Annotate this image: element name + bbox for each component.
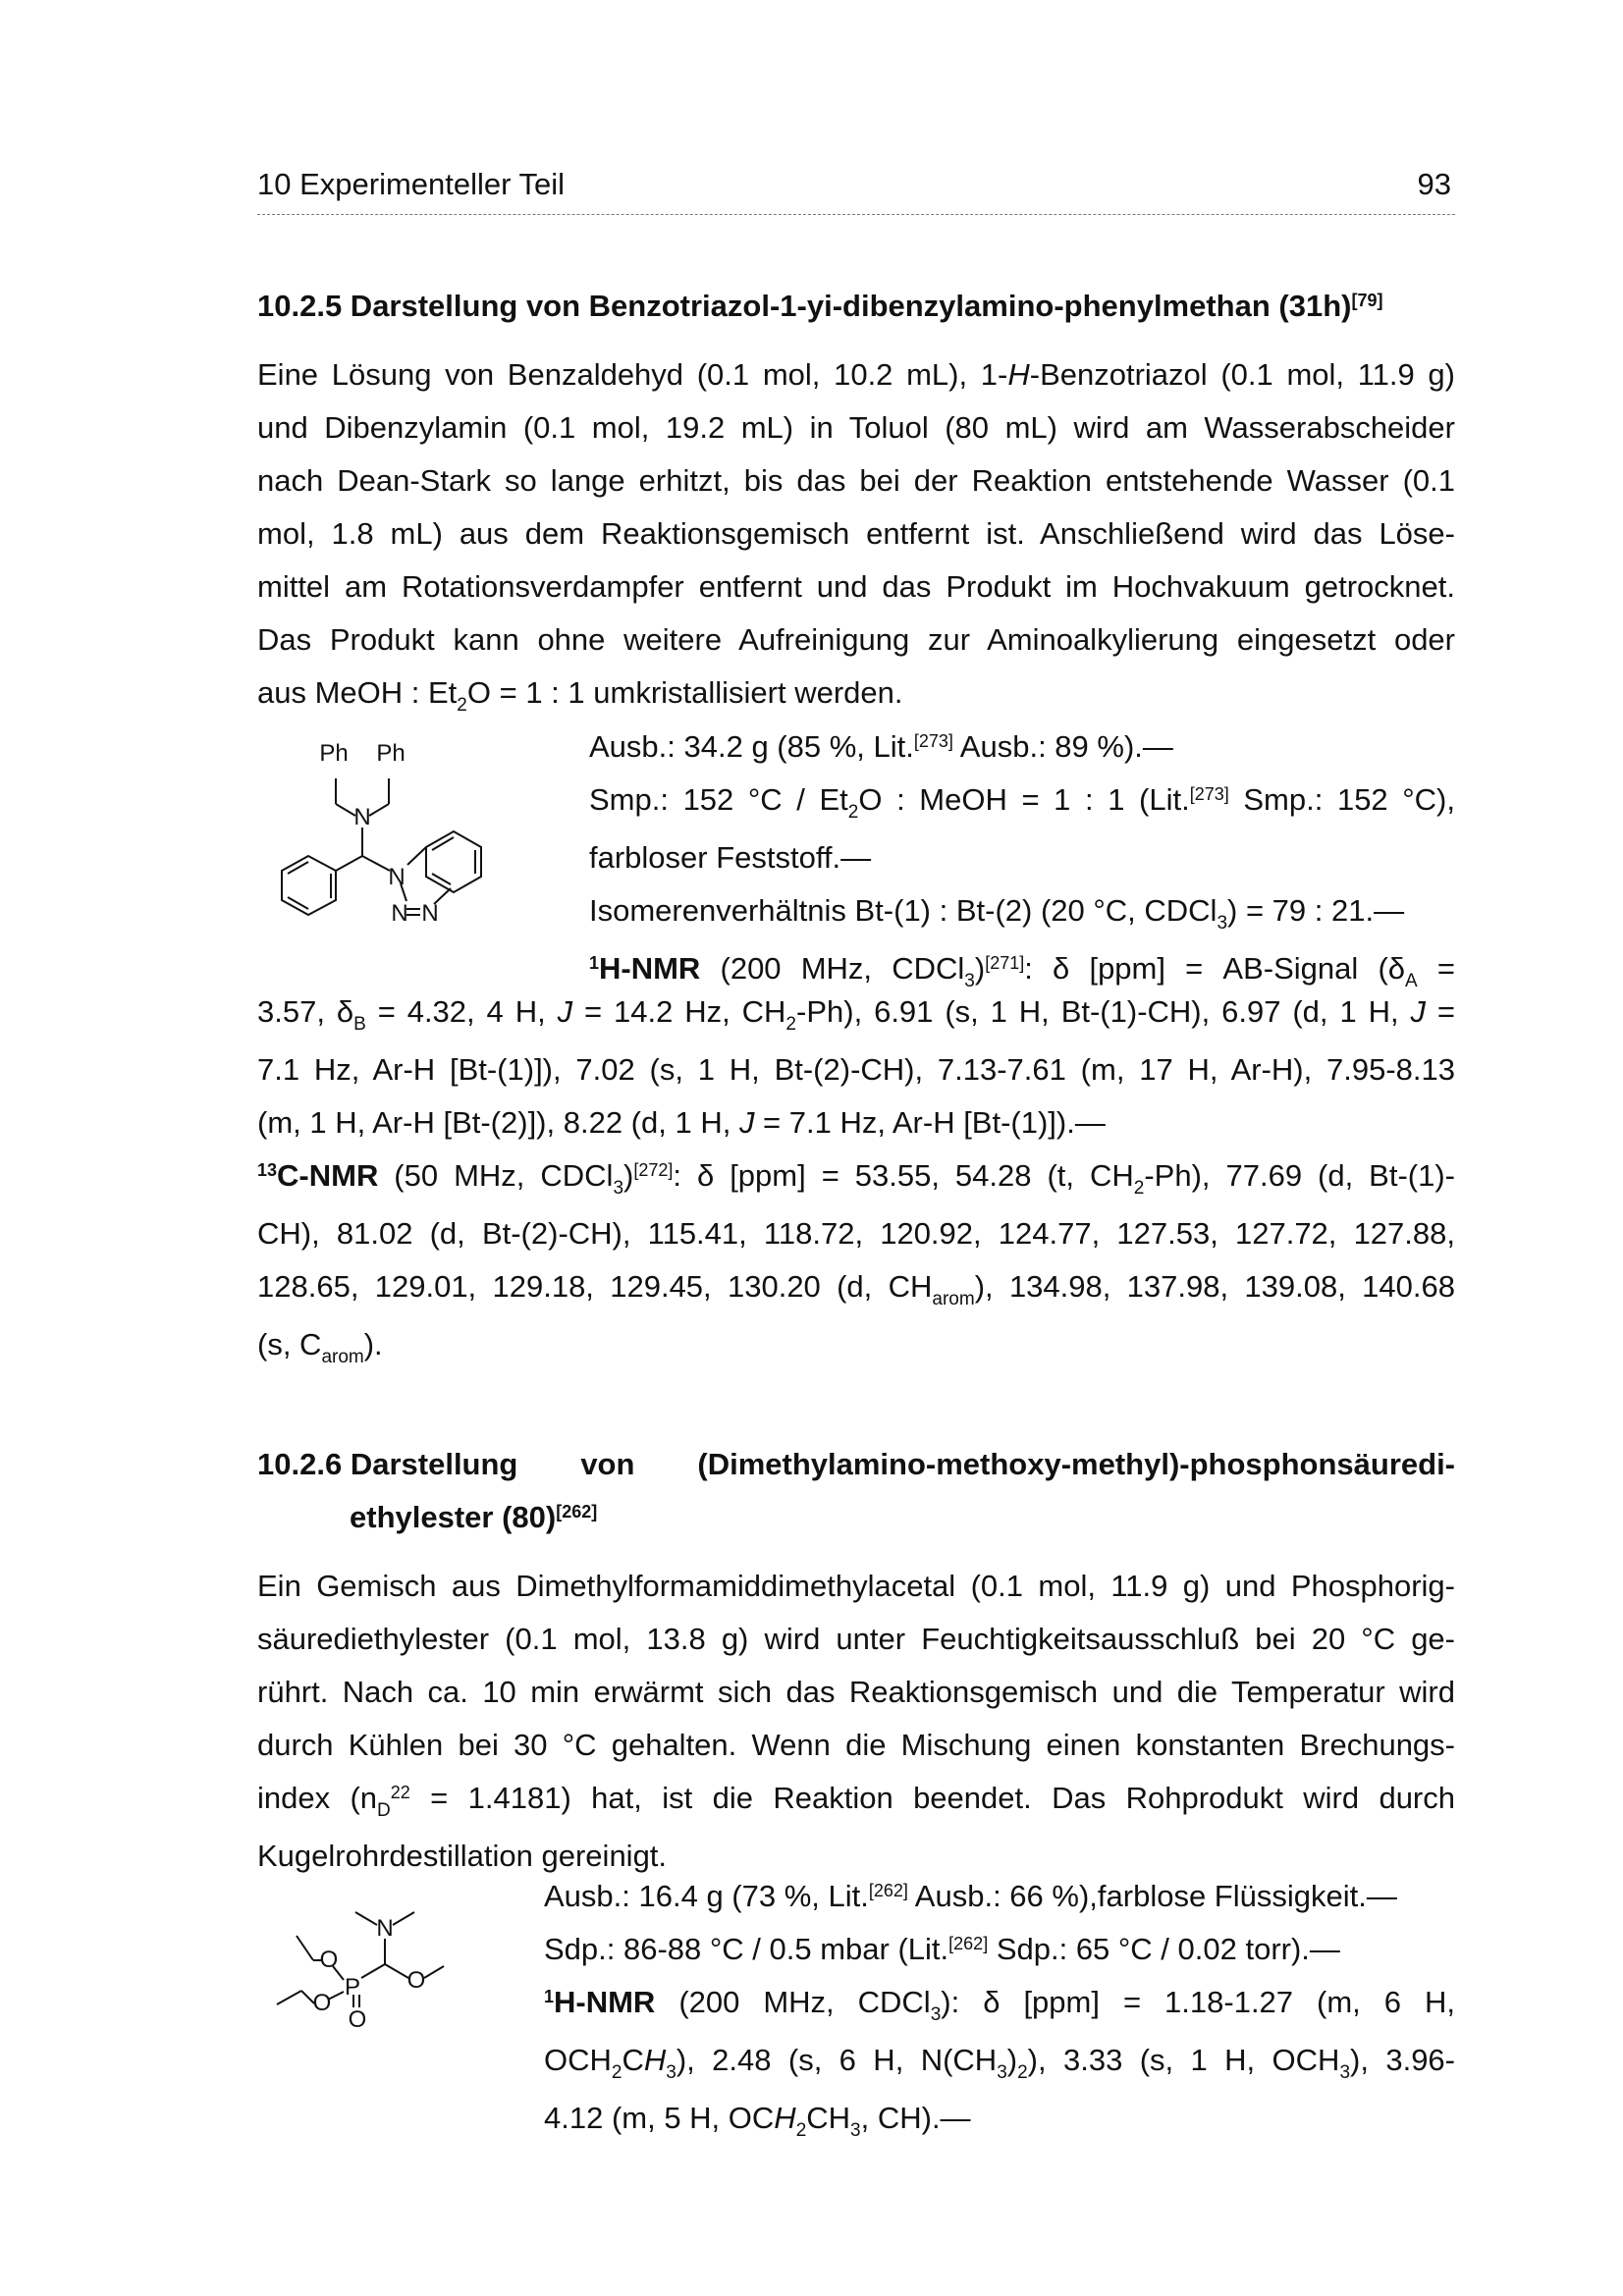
text-line: Eine Lösung von Benzaldehyd (0.1 mol, 10.2 mL), 1-H-Benzotriazol (0.1 mol, 11.9 g) <box>257 357 1455 392</box>
label-n1: N <box>388 864 406 890</box>
chemical-structure-31h <box>257 721 552 977</box>
h-nmr-line-2: 3.57, $\delta_B = 4.32$, 4 H, J = 14.2 Hz, $CH_2-Ph$), 6.91 (s, 1 H, Bt-(1)-CH), 6.97 (d, 1 H, J = <box>257 994 1455 1035</box>
c-nmr-line-1: $^{13}$C-NMR (50 MHz, CDCl$_3$)[272]: δ [ppm] = 53.55, 54.28 (t, $CH_2-Ph$), 77.69 (d, Bt-(1)- <box>257 1158 1456 1199</box>
boiling-point-line: Sdp.: 86-88 °C / 0.5 mbar (Lit.[262] Sdp.: 65 °C / 0.02 torr).— <box>544 1932 1340 1966</box>
text-line: durch Kühlen bei 30 °C gehalten. Wenn die Mischung einen konstanten Brechungs- <box>257 1728 1455 1762</box>
heading-number: 10.2.6 <box>257 1447 343 1481</box>
h-nmr-line-1: $^1$H-NMR (200 MHz, CDCl$_3$): δ [ppm] = 1.18-1.27 (m, 6 H, <box>544 1985 1455 2025</box>
running-head <box>257 165 1455 215</box>
label-p: P <box>344 1974 361 2001</box>
nmr-block-31h <box>257 986 1455 1376</box>
label-o-3: O <box>312 1990 332 2016</box>
label-n2: N <box>391 900 408 927</box>
appearance-line: farbloser Feststoff.— <box>589 840 872 875</box>
c-nmr-line-4: (s, $C_{arom}$). <box>257 1327 383 1367</box>
heading-line-2: ethylester (80)[262] <box>350 1500 598 1534</box>
heading-reference: [79] <box>1351 291 1383 310</box>
yield-line: Ausb.: 34.2 g (85 %, Lit.[273] Ausb.: 89 %).— <box>589 729 1173 764</box>
text-line: Das Produkt kann ohne weitere Aufreinigung zur Aminoalkylierung eingesetzt oder <box>257 622 1455 657</box>
h-nmr-line-2: $OCH_2CH_3$), 2.48 (s, 6 H, $N(CH_3)_2$), 3.33 (s, 1 H, $OCH_3$), 3.96- <box>544 2043 1455 2083</box>
text-line: rührt. Nach ca. 10 min erwärmt sich das Reaktionsgemisch und die Temperatur wird <box>257 1675 1455 1709</box>
chemical-structure-80 <box>257 1890 513 2066</box>
label-n: N <box>376 1915 394 1942</box>
characterization-block-31h <box>589 721 1455 1000</box>
label-n3: N <box>421 900 439 927</box>
label-n-amine: N <box>353 804 371 830</box>
c-nmr-line-2: CH), 81.02 (d, Bt-(2)-CH), 115.41, 118.72, 120.92, 124.77, 127.53, 127.72, 127.88, <box>257 1216 1455 1251</box>
yield-line: Ausb.: 16.4 g (73 %, Lit.[262] Ausb.: 66 %),farblose Flüssigkeit.— <box>544 1879 1397 1913</box>
h-nmr-line-3: 4.12 (m, 5 H, $OCH_2CH_3$, CH).— <box>544 2101 971 2141</box>
melting-point-line: Smp.: 152 $^\circ C / Et_2O$ : MeOH = 1 : 1 (Lit.[273] Smp.: 152 °C), <box>589 782 1455 823</box>
label-o-2: O <box>406 1967 426 1994</box>
h-nmr-line-1: $^1$H-NMR (200 MHz, CDCl$_3$)[271]: δ [ppm] = AB-Signal ($\delta_A$ = <box>589 951 1456 991</box>
heading-text: 10.2.5 Darstellung von Benzotriazol-1-yi-dibenzylamino-phenylmethan (31h) <box>257 289 1352 323</box>
isomer-ratio-line: Isomerenverhältnis Bt-(1) : Bt-(2) (20 °C, CDCl$_3$) = 79 : 21.— <box>589 893 1405 934</box>
label-ph-1: Ph <box>319 740 349 767</box>
c-nmr-line-3: 128.65, 129.01, 129.18, 129.45, 130.20 (d, $CH_{arom}$), 134.98, 137.98, 139.08, 140.68 <box>257 1269 1455 1309</box>
text-line: säurediethylester (0.1 mol, 13.8 g) wird unter Feuchtigkeitsausschluß bei 20 °C ge- <box>257 1622 1455 1656</box>
heading-reference: [262] <box>556 1502 598 1522</box>
text-line: und Dibenzylamin (0.1 mol, 19.2 mL) in Toluol (80 mL) wird am Wasserabscheider <box>257 410 1455 445</box>
text-line: aus MeOH : $Et_2O = 1$ : 1 umkristallisiert werden. <box>257 675 903 716</box>
text-line: Kugelrohrdestillation gereinigt. <box>257 1839 668 1873</box>
text-line: nach Dean-Stark so lange erhitzt, bis das bei der Reaktion entstehende Wasser (0.1 <box>257 463 1455 498</box>
paragraph-intro-1 <box>257 348 1455 724</box>
label-o-1: O <box>319 1947 339 1973</box>
text-line: Ein Gemisch aus Dimethylformamiddimethylacetal (0.1 mol, 11.9 g) und Phosphorig- <box>257 1569 1455 1603</box>
page-number: 93 <box>1417 167 1451 201</box>
label-ph-2: Ph <box>376 740 406 767</box>
section-heading-10-2-5 <box>257 280 1383 333</box>
paragraph-intro-2 <box>257 1560 1455 1883</box>
section-heading-10-2-6 <box>257 1438 1455 1544</box>
text-line: mittel am Rotationsverdampfer entfernt und das Produkt im Hochvakuum getrocknet. <box>257 569 1455 604</box>
label-o-4: O <box>348 2006 367 2033</box>
heading-line-1: 10.2.6 Darstellung von (Dimethylamino-methoxy-methyl)-phosphonsäuredi- <box>257 1447 1455 1481</box>
h-nmr-line-3: 7.1 Hz, Ar-H [Bt-(1)]), 7.02 (s, 1 H, Bt-(2)-CH), 7.13-7.61 (m, 17 H, Ar-H), 7.95-8.13 <box>257 1052 1455 1087</box>
characterization-block-80 <box>544 1870 1455 2150</box>
chapter-title: 10 Experimenteller Teil <box>257 167 566 201</box>
text-line: index $(n_D^{22} = 1.4181)$ hat, ist die Reaktion beendet. Das Rohprodukt wird durch <box>257 1781 1455 1821</box>
text-line: mol, 1.8 mL) aus dem Reaktionsgemisch entfernt ist. Anschließend wird das Löse- <box>257 516 1455 551</box>
h-nmr-line-4: (m, 1 H, Ar-H [Bt-(2)]), 8.22 (d, 1 H, J = 7.1 Hz, Ar-H [Bt-(1)]).— <box>257 1105 1106 1140</box>
